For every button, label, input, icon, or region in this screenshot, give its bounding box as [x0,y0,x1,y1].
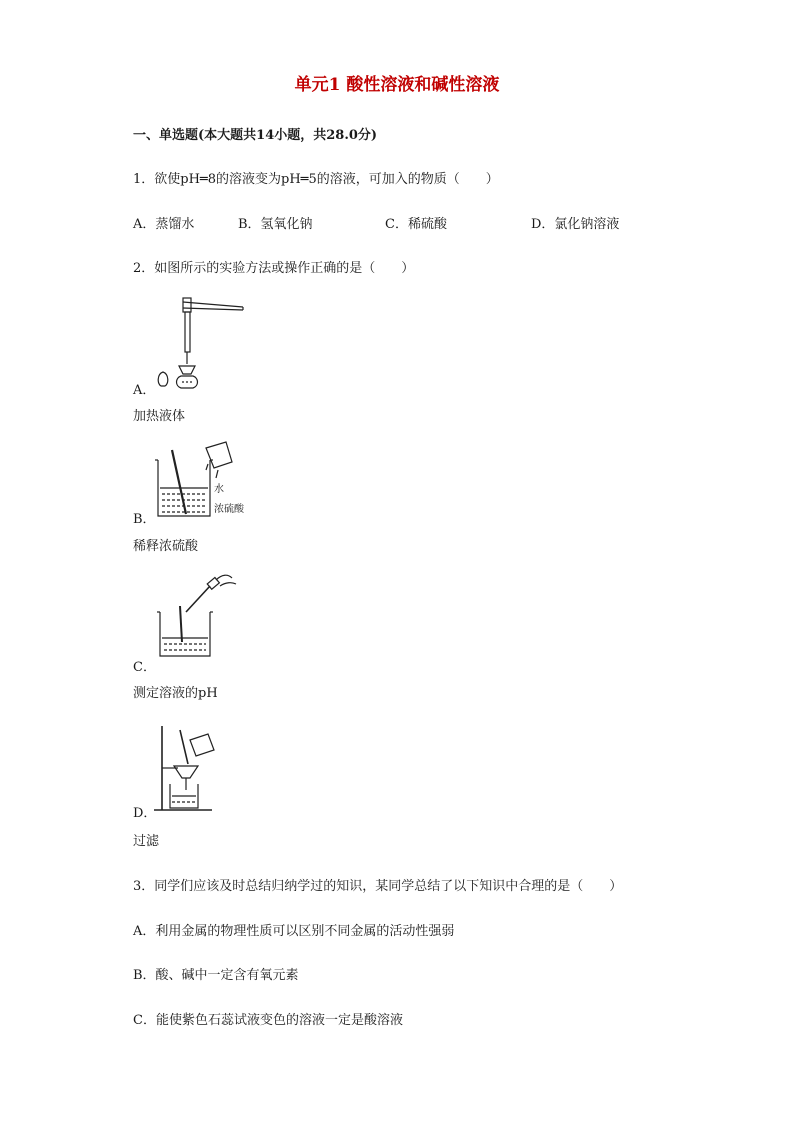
q2-option-b-letter: B． [133,512,156,527]
question-3-stem: 3．同学们应该及时总结归纳学过的知识，某同学总结了以下知识中合理的是（ ） [133,879,623,894]
figure-label-water: 水 [214,484,224,495]
q2-option-d-letter: D． [133,806,157,821]
question-2-stem: 2．如图所示的实验方法或操作正确的是（ ） [133,261,415,276]
q1-option-c: C．稀硫酸 [385,217,447,232]
figure-measuring-ph [152,572,242,660]
page-title: 单元1 酸性溶液和碱性溶液 [294,75,500,95]
q2-option-c-letter: C． [133,660,156,675]
q2-option-a-letter: A． [133,383,156,398]
figure-filtration [152,724,222,814]
q1-option-a: A．蒸馏水 [133,217,195,232]
q3-option-c: C．能使紫色石蕊试液变色的溶液一定是酸溶液 [133,1013,403,1028]
q2-option-d-caption: 过滤 [133,834,160,849]
q2-option-c-caption: 测定溶液的pH [133,686,218,701]
q2-option-b-caption: 稀释浓硫酸 [133,539,199,554]
q1-option-d: D．氯化钠溶液 [531,217,620,232]
q3-option-a: A．利用金属的物理性质可以区别不同金属的活动性强弱 [133,924,455,939]
figure-heating-liquid [155,294,250,392]
figure-label-conc-sulfuric-acid: 浓硫酸 [214,504,244,515]
section-heading: 一、单选题(本大题共14小题，共28.0分) [133,128,378,143]
q2-option-a-caption: 加热液体 [133,409,186,424]
question-1-stem: 1．欲使pH═8的溶液变为pH═5的溶液，可加入的物质（ ） [133,172,499,187]
q1-option-b: B．氢氧化钠 [238,217,313,232]
q3-option-b: B．酸、碱中一定含有氧元素 [133,968,299,983]
